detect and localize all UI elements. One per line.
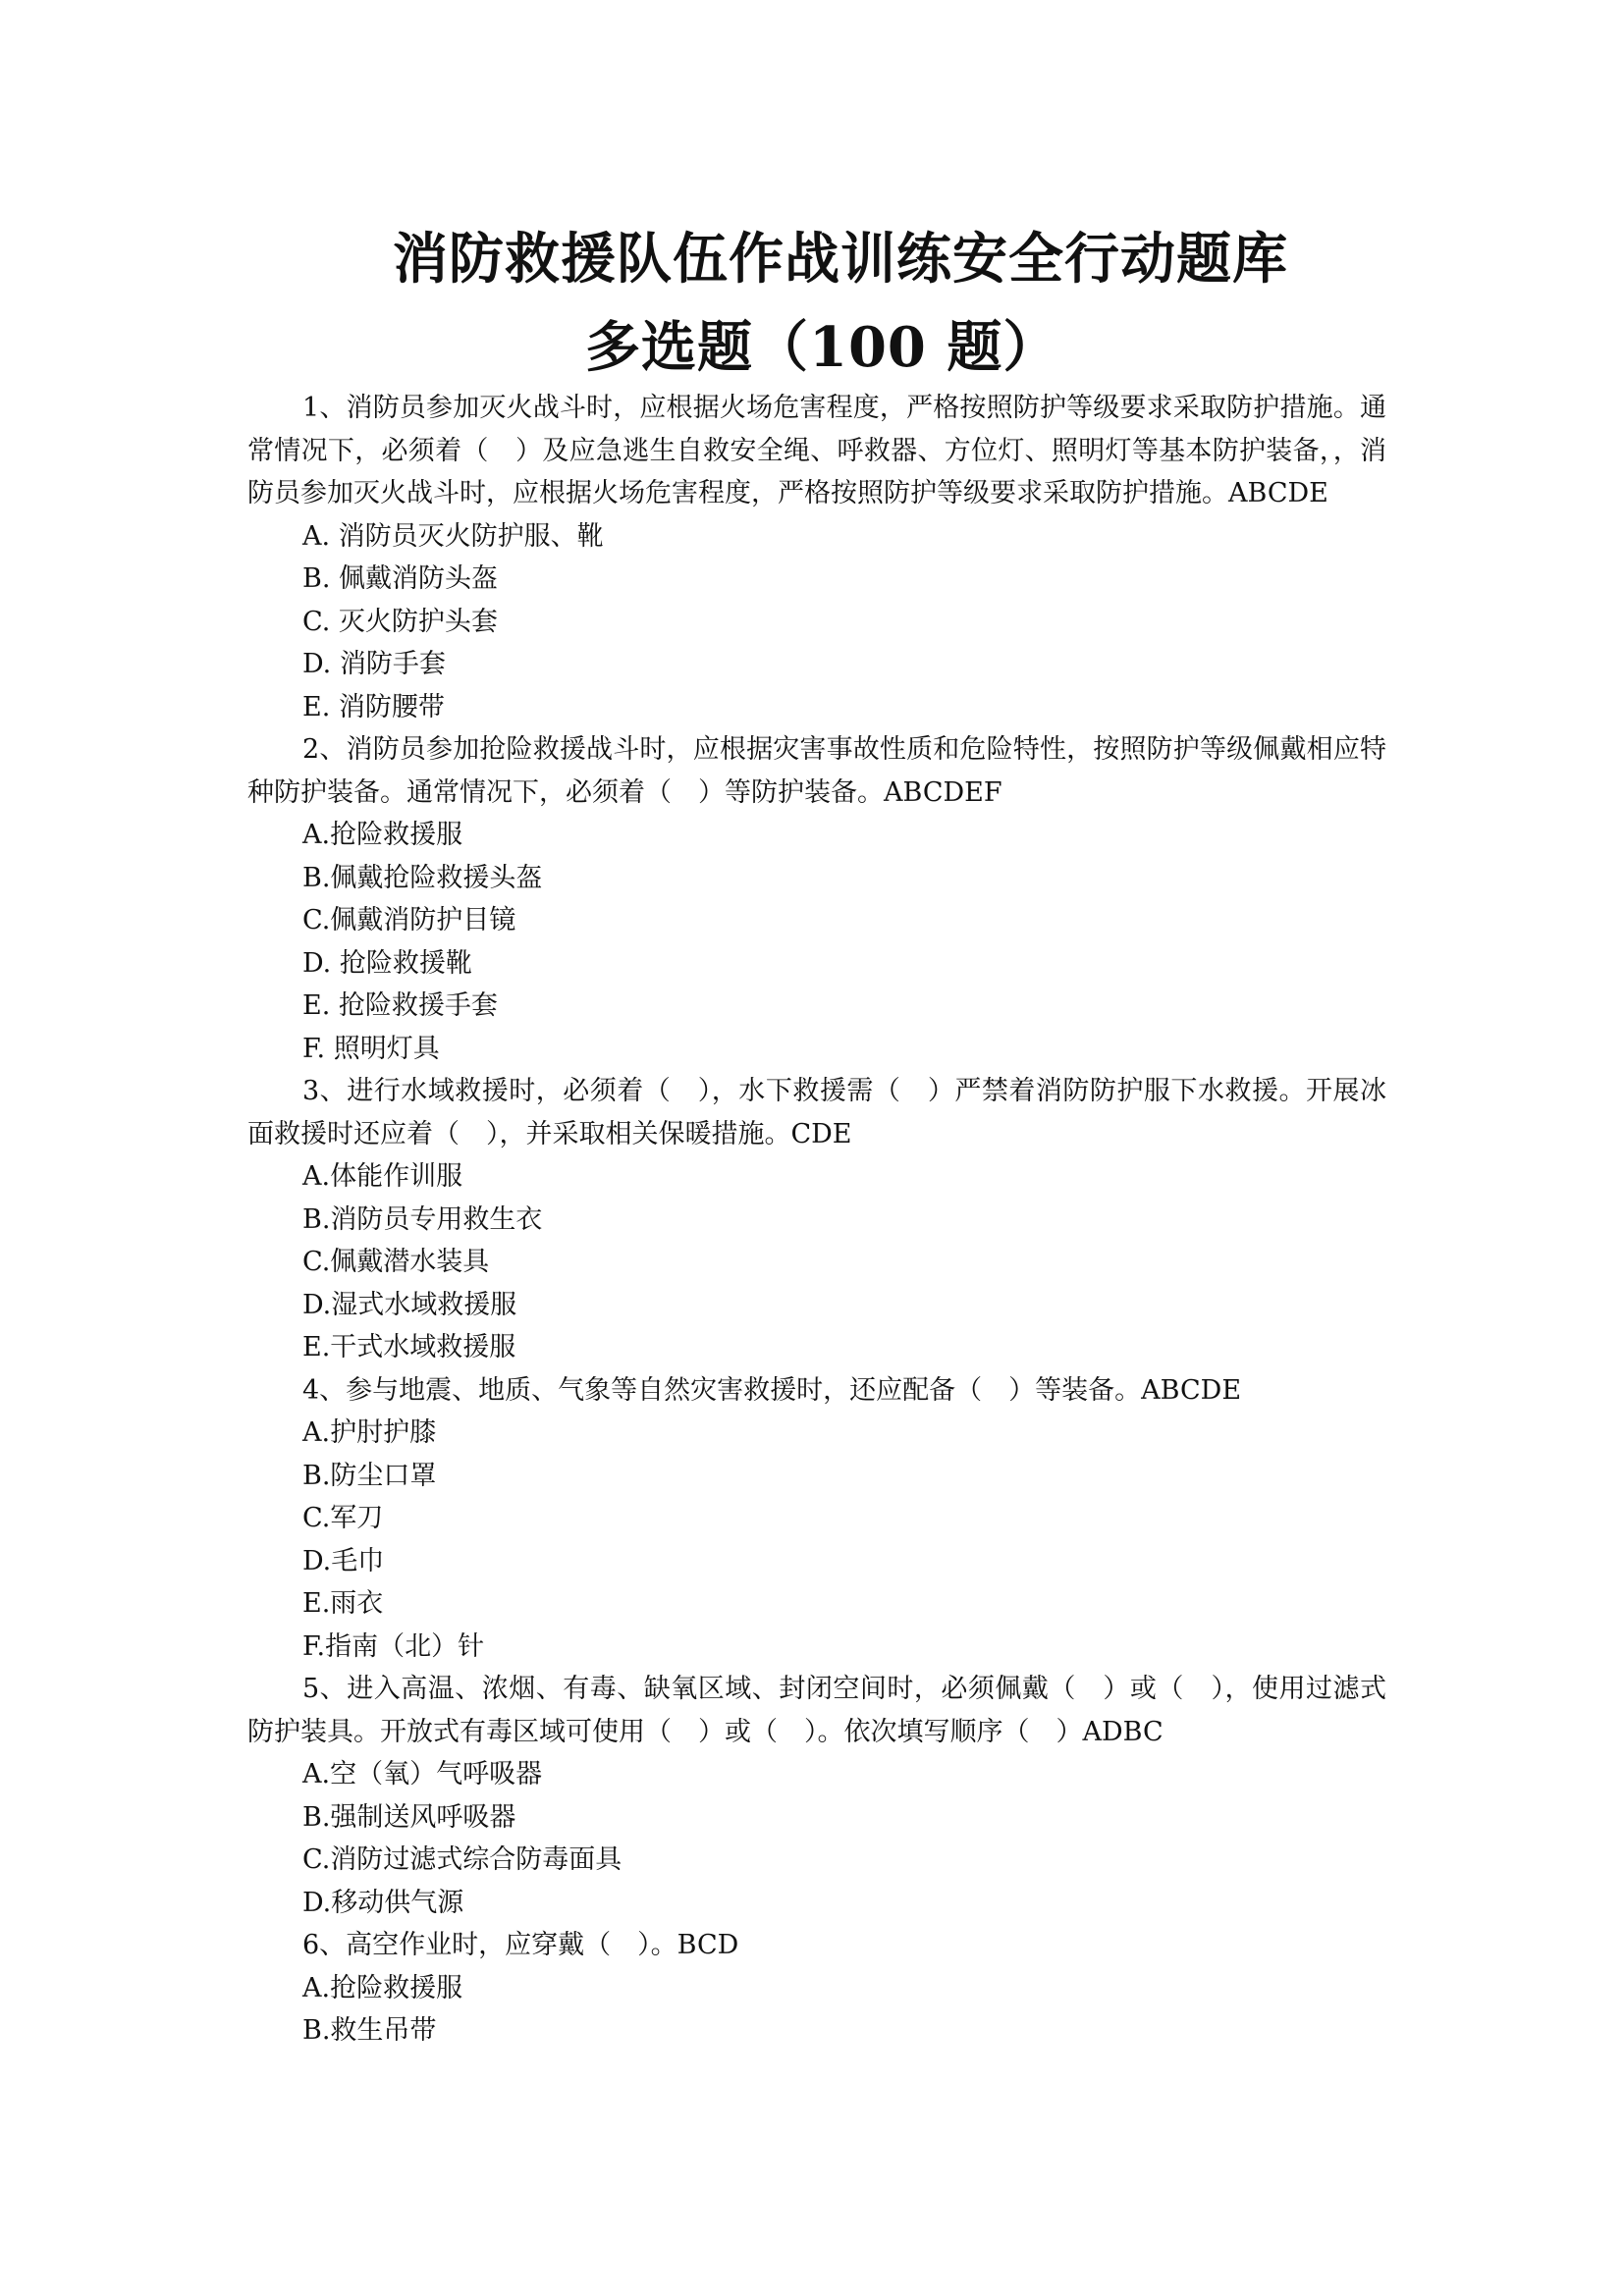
option-item: A.空（氧）气呼吸器: [302, 1759, 543, 1789]
option-item: D.湿式水域救援服: [302, 1289, 517, 1320]
option-item: B.消防员专用救生衣: [302, 1203, 543, 1235]
option-item: A.体能作训服: [302, 1161, 463, 1192]
question-text: 2、消防员参加抢险救援战斗时，应根据灾害事故性质和危险特性，按照防护等级佩戴相应特种防护装备。通常情况下，必须着（ ）等防护装备。ABCDEF: [247, 734, 1386, 808]
option-item: A.抢险救援服: [302, 820, 463, 850]
question-text: 4、参与地震、地质、气象等自然灾害救援时，还应配备（ ）等装备。ABCDE: [302, 1374, 1242, 1406]
question-text: 5、进入高温、浓烟、有毒、缺氧区域、封闭空间时，必须佩戴（ ）或（ ），使用过滤式防护装具。开放式有毒区域可使用（ ）或（ ）。依次填写顺序（ ）ADBC: [247, 1674, 1386, 1747]
option-item: A. 消防员灭火防护服、靴: [302, 520, 604, 552]
option-item: C.消防过滤式综合防毒面具: [302, 1844, 623, 1875]
option-item: D. 抢险救援靴: [302, 947, 472, 979]
option-item: A.护肘护膝: [302, 1417, 437, 1448]
option-item: D. 消防手套: [302, 649, 446, 679]
option-item: B.救生吊带: [302, 2015, 437, 2046]
option-item: C. 灭火防护头套: [302, 606, 498, 637]
question-list: [247, 387, 1386, 2053]
option-item: E.雨衣: [302, 1588, 384, 1619]
option-item: C.军刀: [302, 1503, 384, 1533]
option-item: E. 抢险救援手套: [302, 990, 498, 1021]
option-item: D.移动供气源: [302, 1887, 464, 1918]
document-subtitle: 多选题（100 题）: [585, 315, 1059, 380]
option-item: B. 佩戴消防头盔: [302, 563, 499, 594]
question-text: 6、高空作业时，应穿戴（ ）。BCD: [302, 1930, 739, 1960]
question-text: 3、进行水域救援时，必须着（ ），水下救援需（ ）严禁着消防防护服下水救援。开展冰面救援时还应着（ ），并采取相关保暖措施。CDE: [247, 1076, 1386, 1149]
option-item: A.抢险救援服: [302, 1972, 463, 2003]
option-item: E. 消防腰带: [302, 691, 445, 722]
option-item: F.指南（北）针: [302, 1630, 485, 1662]
document-title: 消防救援队伍作战训练安全行动题库: [393, 227, 1288, 292]
option-item: F. 照明灯具: [302, 1033, 440, 1064]
question-text: 1、消防员参加灭火战斗时，应根据火场危害程度，严格按照防护等级要求采取防护措施。通常情况下，必须着（ ）及应急逃生自救安全绳、呼救器、方位灯、照明灯等基本防护装备，，消防员参加灭火战斗时，应根据火场危害程度，严格按照防护等级要求采取防护措施。ABCDE: [247, 393, 1386, 508]
option-item: D.毛巾: [302, 1545, 385, 1576]
option-item: B.强制送风呼吸器: [302, 1801, 516, 1833]
option-item: C.佩戴潜水装具: [302, 1247, 490, 1277]
option-item: C.佩戴消防护目镜: [302, 905, 516, 935]
option-item: B.佩戴抢险救援头盔: [302, 862, 543, 893]
option-item: E.干式水域救援服: [302, 1332, 516, 1362]
option-item: B.防尘口罩: [302, 1460, 437, 1491]
